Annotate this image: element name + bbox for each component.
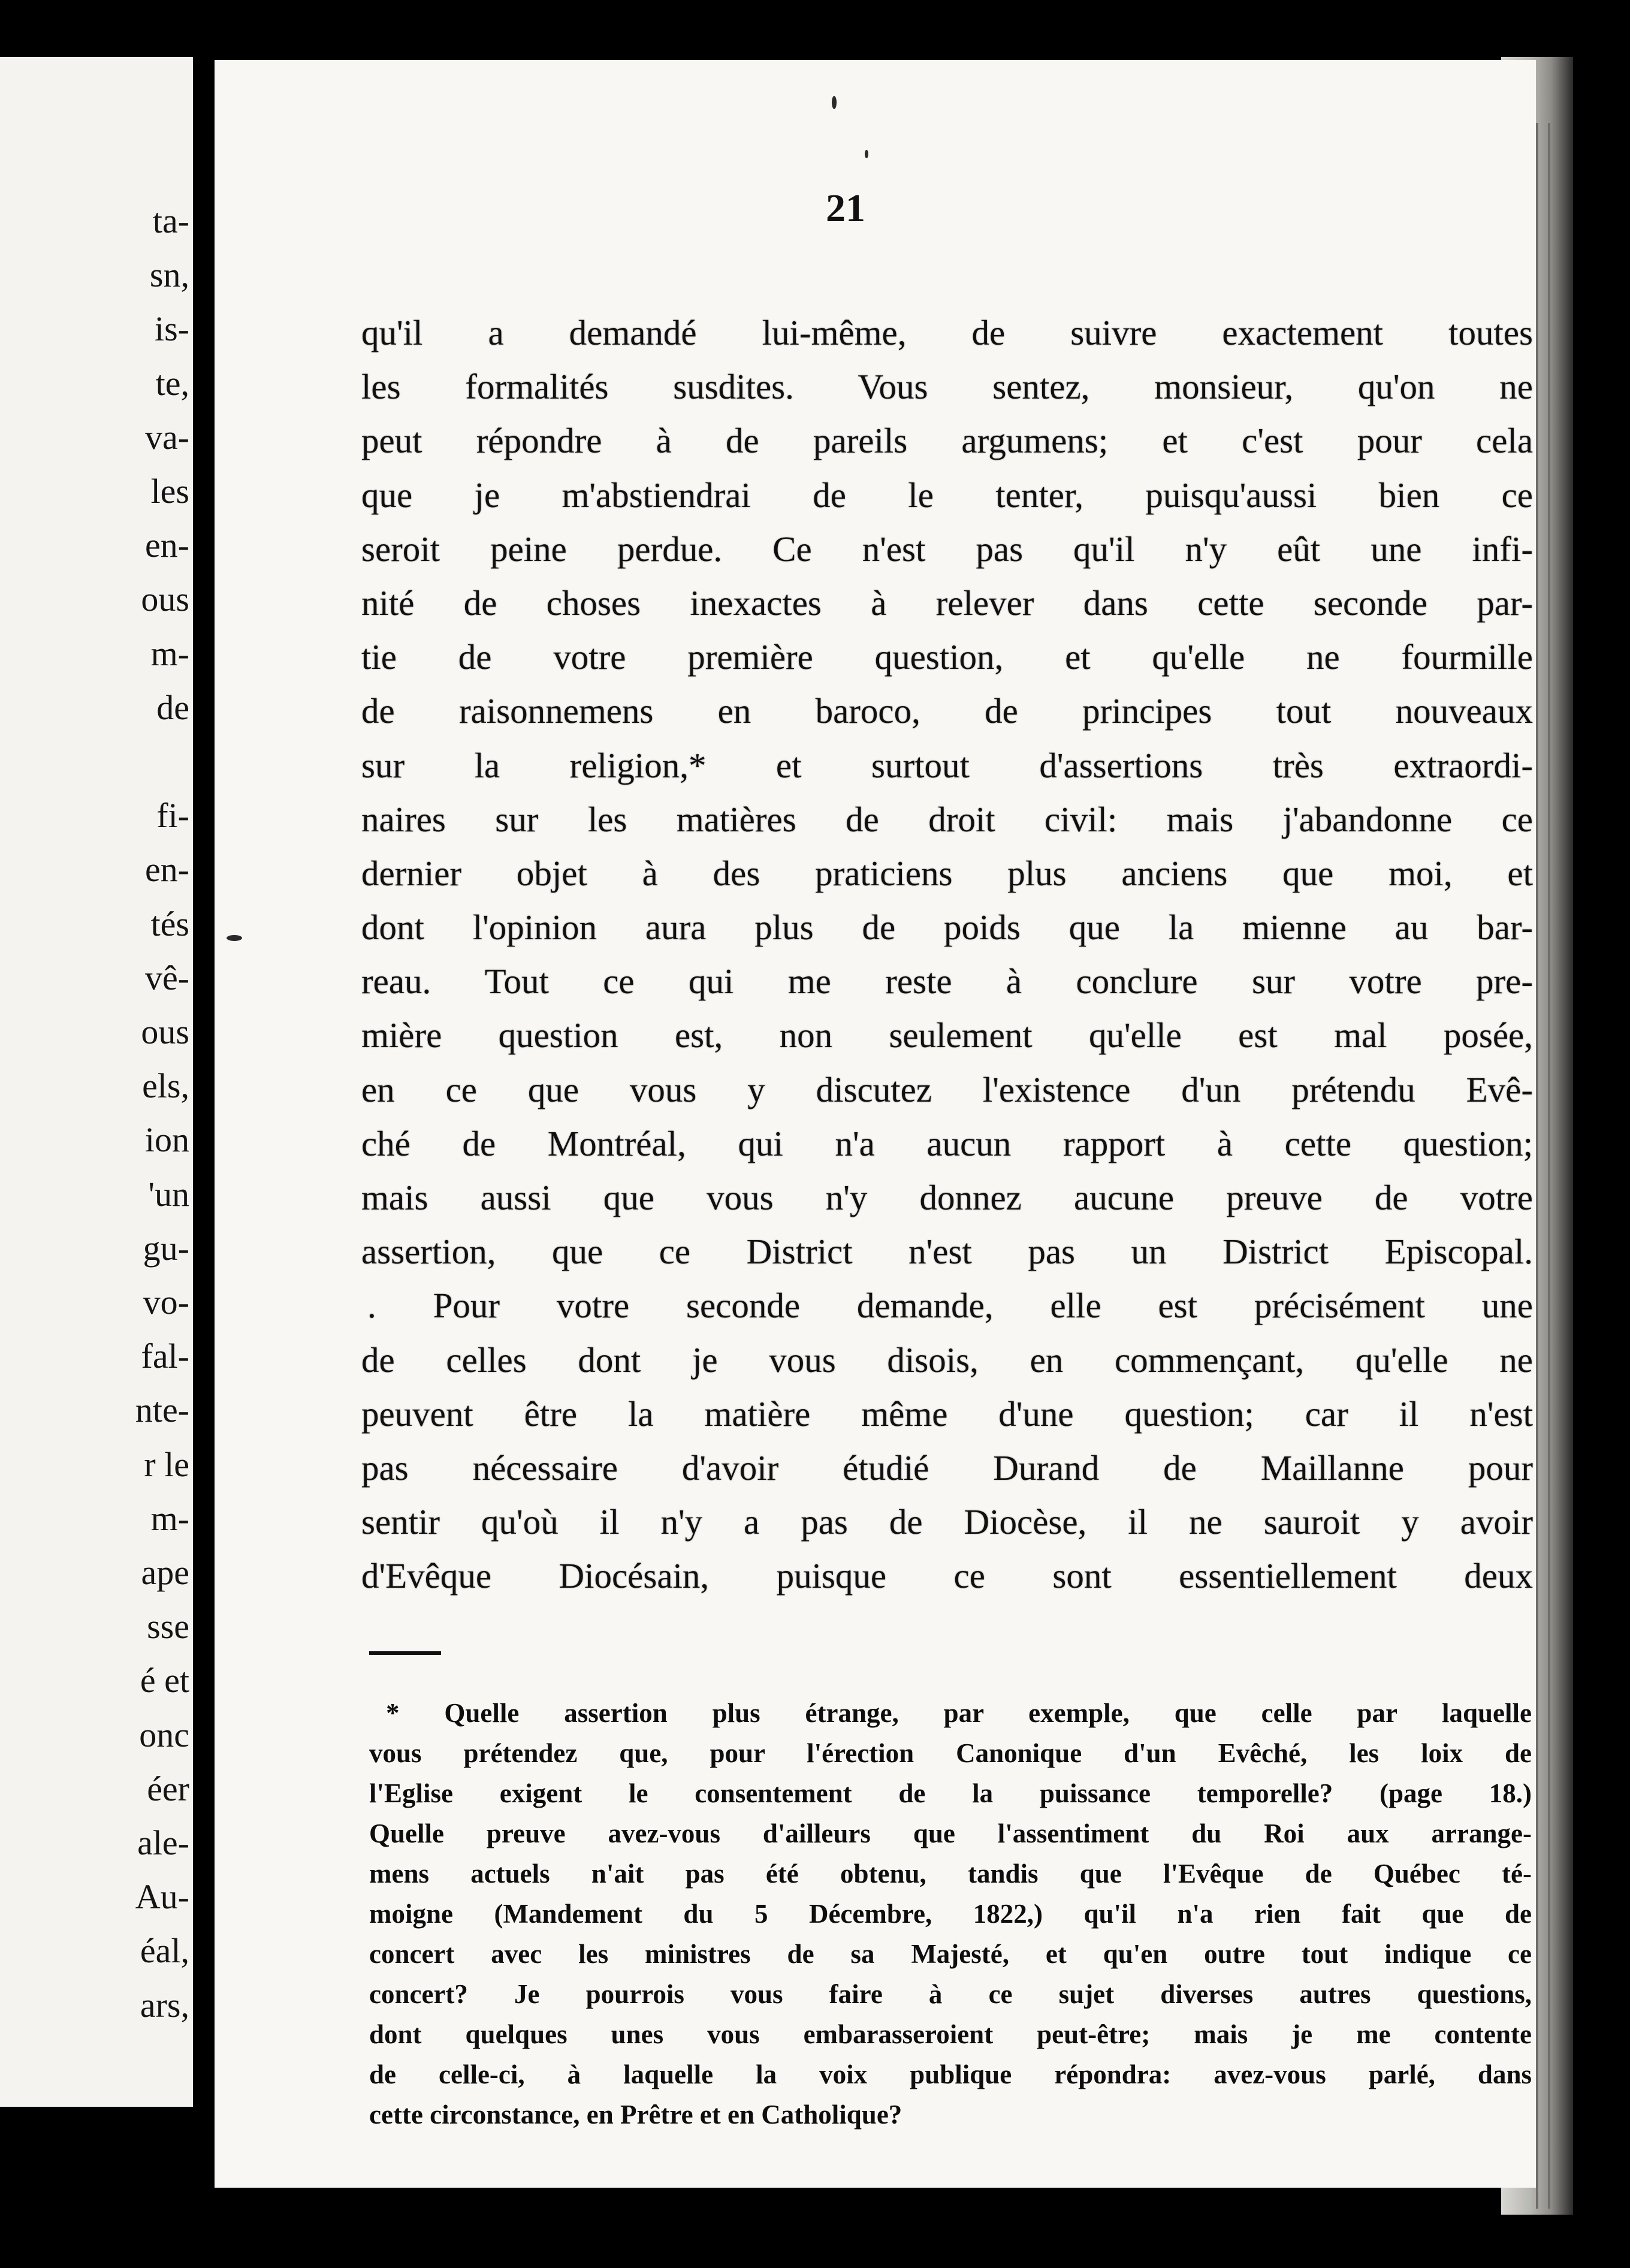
previous-page-fragment: de (156, 687, 189, 727)
body-line: naires sur les matières de droit civil: mais j'abandonne ce (361, 799, 1533, 839)
previous-page-fragment: ape (141, 1553, 189, 1592)
footnote-line: Quelle preuve avez-vous d'ailleurs que l'assentiment du Roi aux arrange- (369, 1818, 1532, 1848)
body-line: mière question est, non seulement qu'elle est mal posée, (361, 1015, 1533, 1055)
previous-page-fragment: en- (144, 526, 189, 565)
previous-page-fragment: tés (150, 904, 189, 943)
footnote-line: concert? Je pourrois vous faire à ce sujet diverses autres questions, (369, 1979, 1532, 2009)
body-line: reau. Tout ce qui me reste à conclure sur votre pre- (361, 961, 1533, 1002)
footnote-line: moigne (Mandement du 5 Décembre, 1822,) qu'il n'a rien fait que de (369, 1899, 1532, 1929)
body-line: ché de Montréal, qui n'a aucun rapport à cette question; (361, 1123, 1533, 1163)
page-edge-line (1548, 123, 1550, 2209)
body-line: qu'il a demandé lui-même, de suivre exactement toutes (361, 313, 1533, 352)
previous-page-fragment: fal- (141, 1337, 189, 1376)
previous-page-fragment: sn, (149, 255, 189, 295)
page-number: 21 (826, 186, 865, 230)
footnote-line: * Quelle assertion plus étrange, par exemple, que celle par laquelle (386, 1698, 1532, 1728)
dust-speck (227, 935, 242, 941)
body-line: que je m'abstiendrai de le tenter, puisqu'aussi bien ce (361, 475, 1533, 515)
footnote-line: l'Eglise exigent le consentement de la puissance temporelle? (page 18.) (369, 1778, 1532, 1808)
previous-page-fragment: els, (142, 1066, 189, 1106)
body-line: en ce que vous y discutez l'existence d'un prétendu Evê- (361, 1069, 1533, 1109)
footnote (369, 1693, 1532, 2135)
body-text (361, 306, 1533, 1603)
footnote-line: cette circonstance, en Prêtre et en Catholique? (369, 2100, 902, 2130)
previous-page-fragment: sse (147, 1607, 189, 1646)
body-line: d'Evêque Diocésain, puisque ce sont essentiellement deux (361, 1556, 1533, 1596)
previous-page-fragment: is- (155, 309, 189, 349)
body-line: pas nécessaire d'avoir étudié Durand de Maillanne pour (361, 1447, 1533, 1488)
previous-page-fragment: ta- (152, 201, 189, 240)
previous-page-fragment: ion (144, 1120, 189, 1160)
previous-page-fragment: fi- (156, 796, 189, 836)
previous-page-fragment: les (150, 472, 189, 511)
body-line: seroit peine perdue. Ce n'est pas qu'il n'y eût une infi- (361, 529, 1533, 569)
body-line: mais aussi que vous n'y donnez aucune preuve de votre (361, 1178, 1533, 1217)
dust-speck (832, 96, 837, 109)
body-line: . Pour votre seconde demande, elle est précisément une (367, 1286, 1533, 1326)
previous-page-fragment: m- (150, 634, 189, 673)
previous-page-fragment: gu- (143, 1228, 189, 1268)
previous-page-fragment: va- (144, 417, 189, 457)
footnote-line: mens actuels n'ait pas été obtenu, tandis que l'Evêque de Québec té- (369, 1859, 1532, 1889)
previous-page-fragment: r le (144, 1444, 189, 1484)
previous-page-fragment: ars, (140, 1985, 189, 2025)
previous-page-fragment: é et (140, 1661, 189, 1700)
dust-speck (865, 150, 868, 158)
body-line: sentir qu'où il n'y a pas de Diocèse, il ne sauroit y avoir (361, 1502, 1533, 1542)
footnote-rule (369, 1651, 441, 1655)
previous-page-fragment: m- (150, 1498, 189, 1538)
body-line: peut répondre à de pareils argumens; et c'est pour cela (361, 421, 1533, 461)
footnote-line: concert avec les ministres de sa Majesté, et qu'en outre tout indique ce (369, 1939, 1532, 1969)
previous-page-fragment: vê- (144, 958, 189, 997)
body-line: tie de votre première question, et qu'elle ne fourmille (361, 637, 1533, 677)
footnote-line: dont quelques unes vous embarasseroient peut-être; mais je me contente (369, 2019, 1532, 2049)
previous-page-fragment: Au- (135, 1877, 189, 1917)
body-line: dernier objet à des praticiens plus anciens que moi, et (361, 853, 1533, 893)
previous-page-fragment: éer (147, 1769, 189, 1808)
body-line: sur la religion,* et surtout d'assertions très extraordi- (361, 745, 1533, 785)
body-line: de raisonnemens en baroco, de principes tout nouveaux (361, 691, 1533, 731)
previous-page-fragment: ale- (137, 1823, 189, 1862)
previous-page-strip (0, 57, 193, 2107)
previous-page-fragment: vo- (143, 1283, 189, 1322)
previous-page-fragment: te, (155, 363, 189, 403)
previous-page-fragment: 'un (148, 1174, 189, 1214)
previous-page-fragment: ous (141, 580, 189, 619)
body-line: peuvent être la matière même d'une question; car il n'est (361, 1394, 1533, 1434)
previous-page-fragment: éal, (140, 1931, 189, 1971)
show-through-text (574, 1609, 582, 1645)
book-gutter (193, 0, 215, 2268)
body-line: les formalités susdites. Vous sentez, monsieur, qu'on ne (361, 367, 1533, 407)
previous-page-fragment: onc (139, 1715, 189, 1754)
previous-page-fragment: nte- (135, 1391, 189, 1430)
book-page (215, 60, 1536, 2188)
body-line: assertion, que ce District n'est pas un District Episcopal. (361, 1232, 1533, 1272)
footnote-line: vous prétendez que, pour l'érection Canonique d'un Evêché, les loix de (369, 1738, 1532, 1768)
previous-page-fragment: ous (141, 1012, 189, 1051)
body-line: de celles dont je vous disois, en commençant, qu'elle ne (361, 1340, 1533, 1380)
footnote-line: de celle-ci, à laquelle la voix publique répondra: avez-vous parlé, dans (369, 2059, 1532, 2089)
body-line: dont l'opinion aura plus de poids que la mienne au bar- (361, 907, 1533, 948)
body-line: nité de choses inexactes à relever dans cette seconde par- (361, 583, 1533, 623)
page-edge-line (1536, 123, 1538, 2209)
previous-page-fragment: en- (144, 850, 189, 889)
